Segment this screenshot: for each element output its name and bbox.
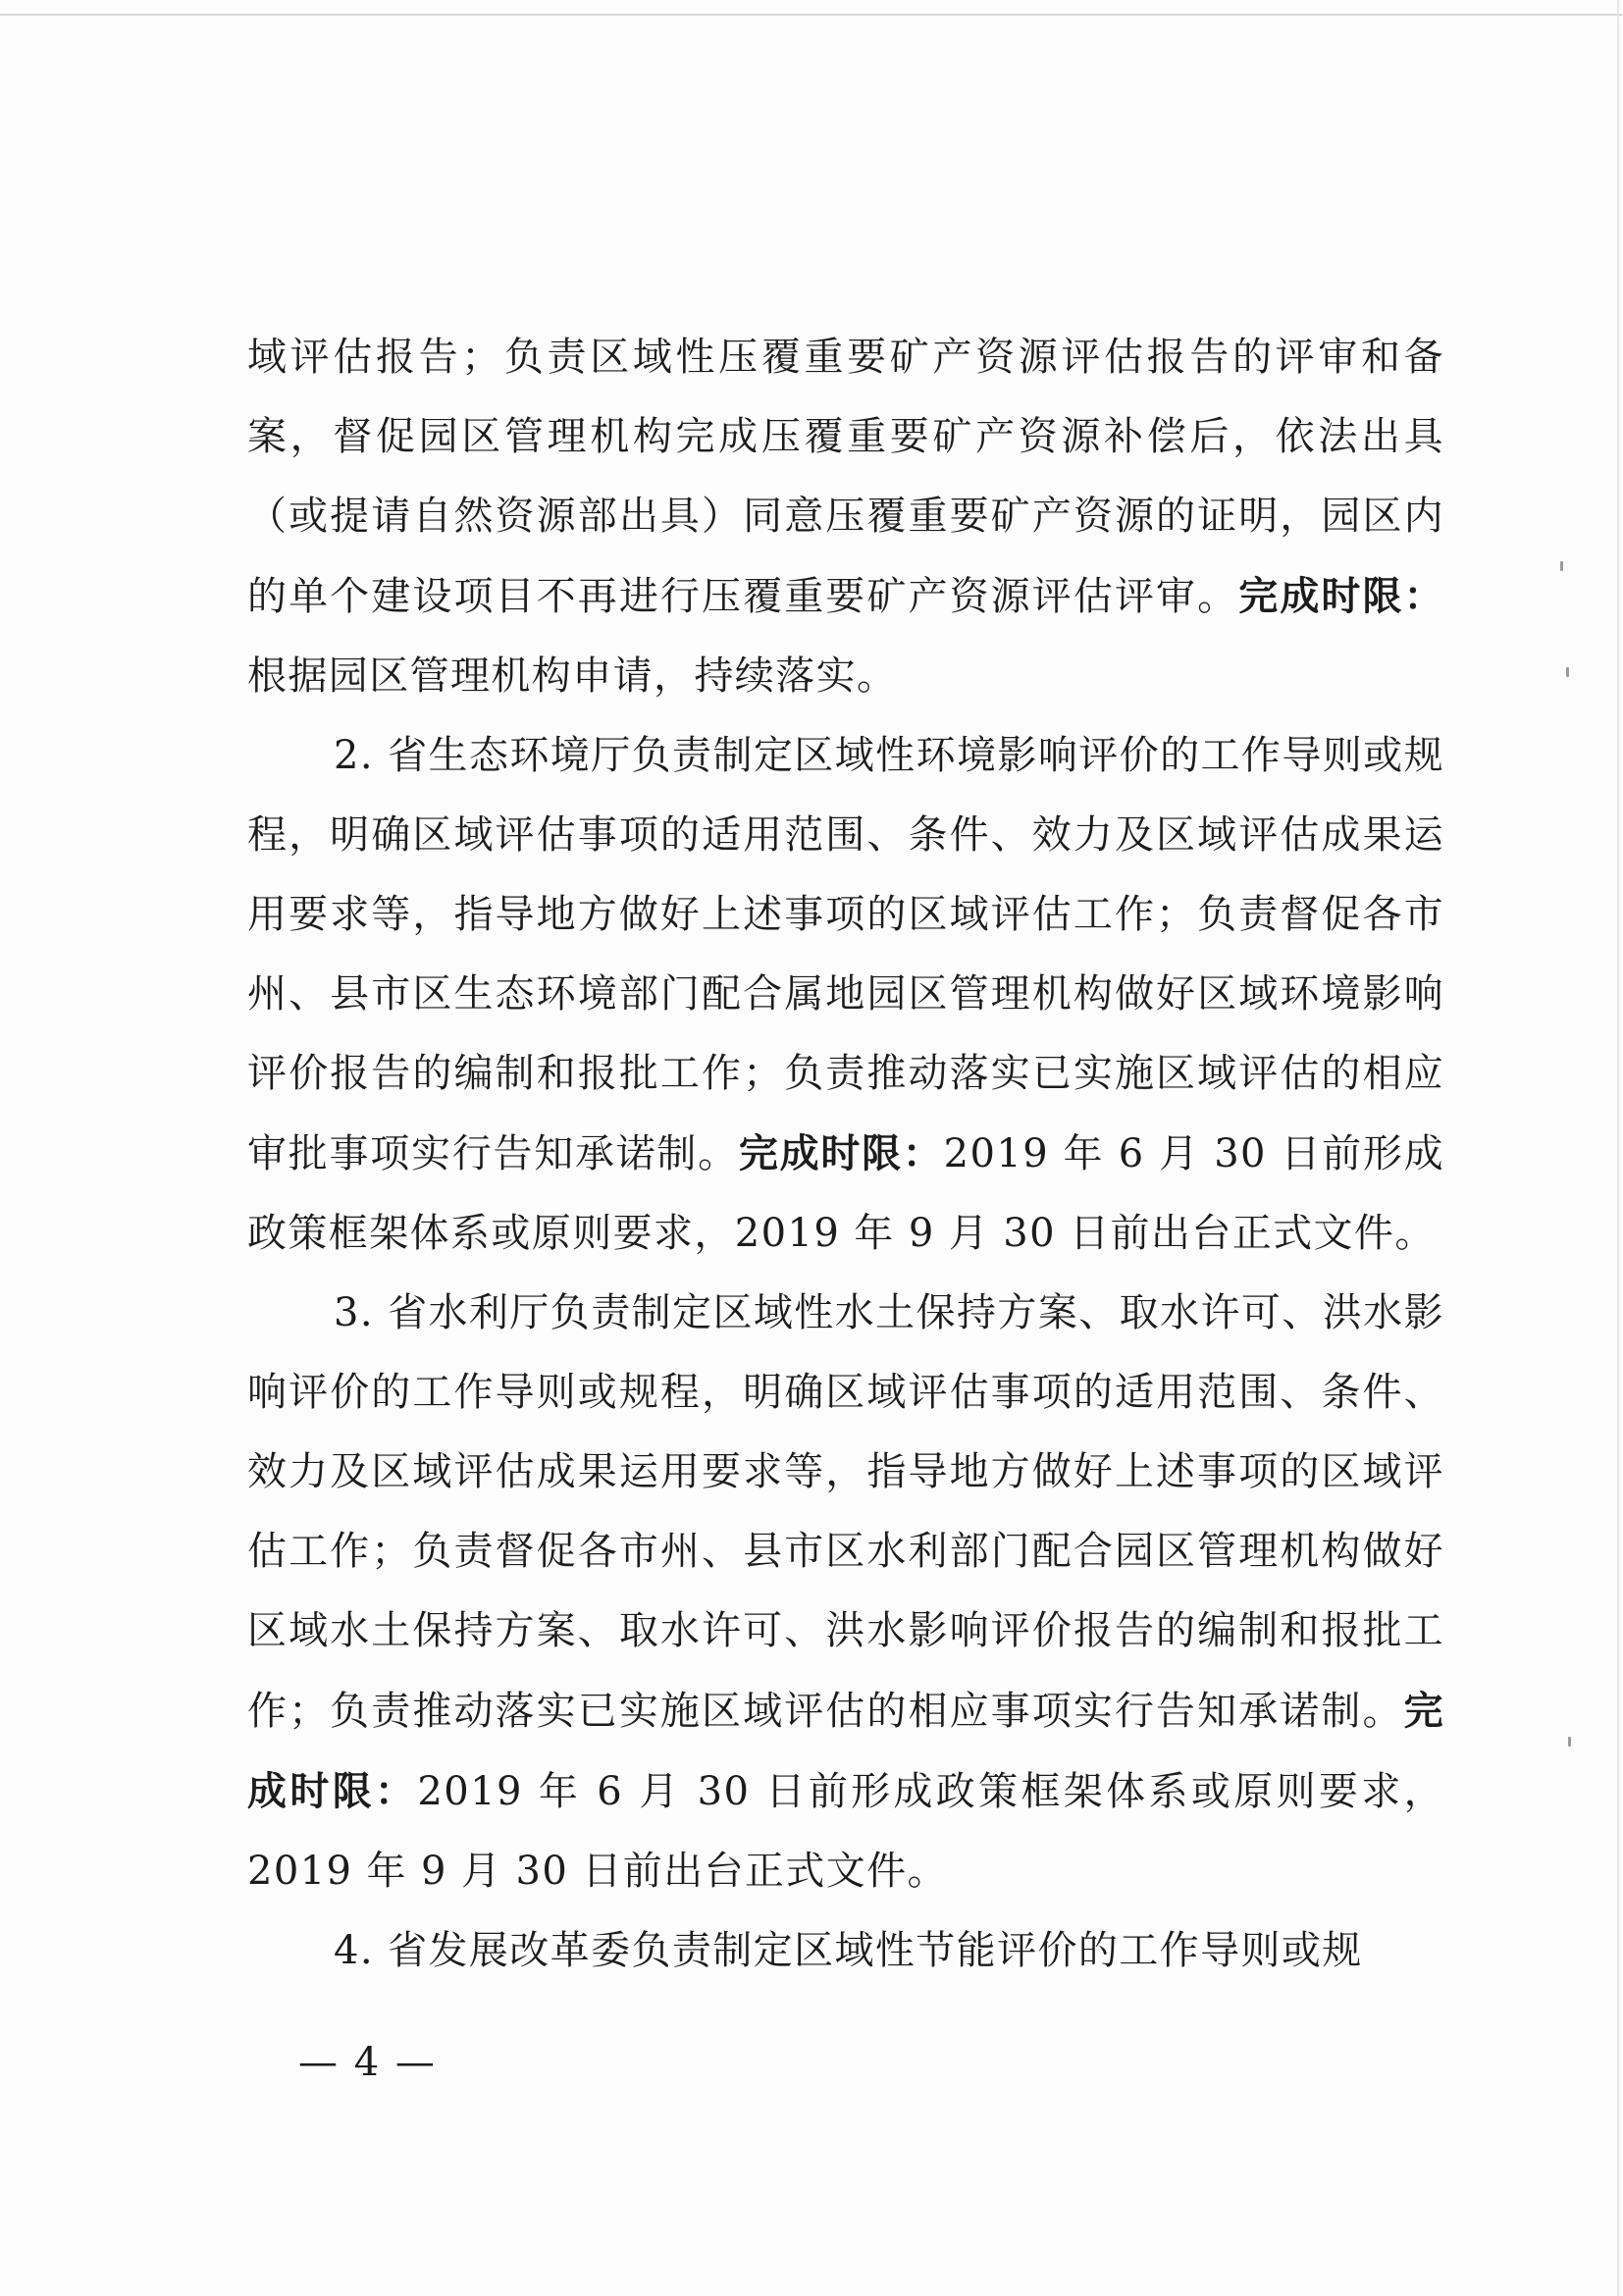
paragraph-item-4 <box>247 1911 1444 1991</box>
paragraph-item-2 <box>247 716 1444 1274</box>
paragraph-text: 域评估报告；负责区域性压覆重要矿产资源评估报告的评审和备案，督促园区管理机构完成压覆重要矿产资源补偿后，依法出具（或提请自然资源部出具）同意压覆重要矿产资源的证明，园区内的单个建设项目不再进行压覆重要矿产资源评估评审。 <box>247 335 1444 619</box>
paragraph-item-3 <box>247 1274 1444 1911</box>
deadline-text: 2019 年 6 月 30 日前形成政策框架体系或原则要求，2019 年 9 月 30 日前出台正式文件。 <box>247 1131 1444 1256</box>
paragraph-text: 3. 省水利厅负责制定区域性水土保持方案、取水许可、洪水影响评价的工作导则或规程，明确区域评估事项的适用范围、条件、效力及区域评估成果运用要求等，指导地方做好上述事项的区域评估工作；负责督促各市州、县市区水利部门配合园区管理机构做好区域水土保持方案、取水许可、洪水影响评价报告的编制和报批工作；负责推动落实已实施区域评估的相应事项实行告知承诺制。 <box>247 1290 1444 1734</box>
deadline-label: 完成时限： <box>738 1130 944 1176</box>
scan-speck <box>1568 1737 1571 1747</box>
scan-speck <box>1560 561 1563 571</box>
paragraph-text: 2. 省生态环境厅负责制定区域性环境影响评价的工作导则或规程，明确区域评估事项的适用范围、条件、效力及区域评估成果运用要求等，指导地方做好上述事项的区域评估工作；负责督促各市州、县市区生态环境部门配合属地园区管理机构做好区域环境影响评价报告的编制和报批工作；负责推动落实已实施区域评估的相应审批事项实行告知承诺制。 <box>247 733 1444 1176</box>
page-number: — 4 — <box>298 2040 437 2085</box>
document-body <box>247 318 1444 1991</box>
scan-edge-top <box>0 14 1623 16</box>
paragraph-text: 4. 省发展改革委负责制定区域性节能评价的工作导则或规 <box>334 1928 1363 1973</box>
deadline-label: 完成时限： <box>1238 573 1445 619</box>
deadline-label: 完成时限： <box>247 1688 1444 1814</box>
paragraph-continued <box>247 318 1444 716</box>
scan-edge-right <box>1617 0 1619 2296</box>
scan-speck <box>1566 667 1569 677</box>
deadline-text: 2019 年 6 月 30 日前形成政策框架体系或原则要求，2019 年 9 月 30 日前出台正式文件。 <box>247 1769 1445 1894</box>
deadline-text: 根据园区管理机构申请，持续落实。 <box>247 653 898 699</box>
